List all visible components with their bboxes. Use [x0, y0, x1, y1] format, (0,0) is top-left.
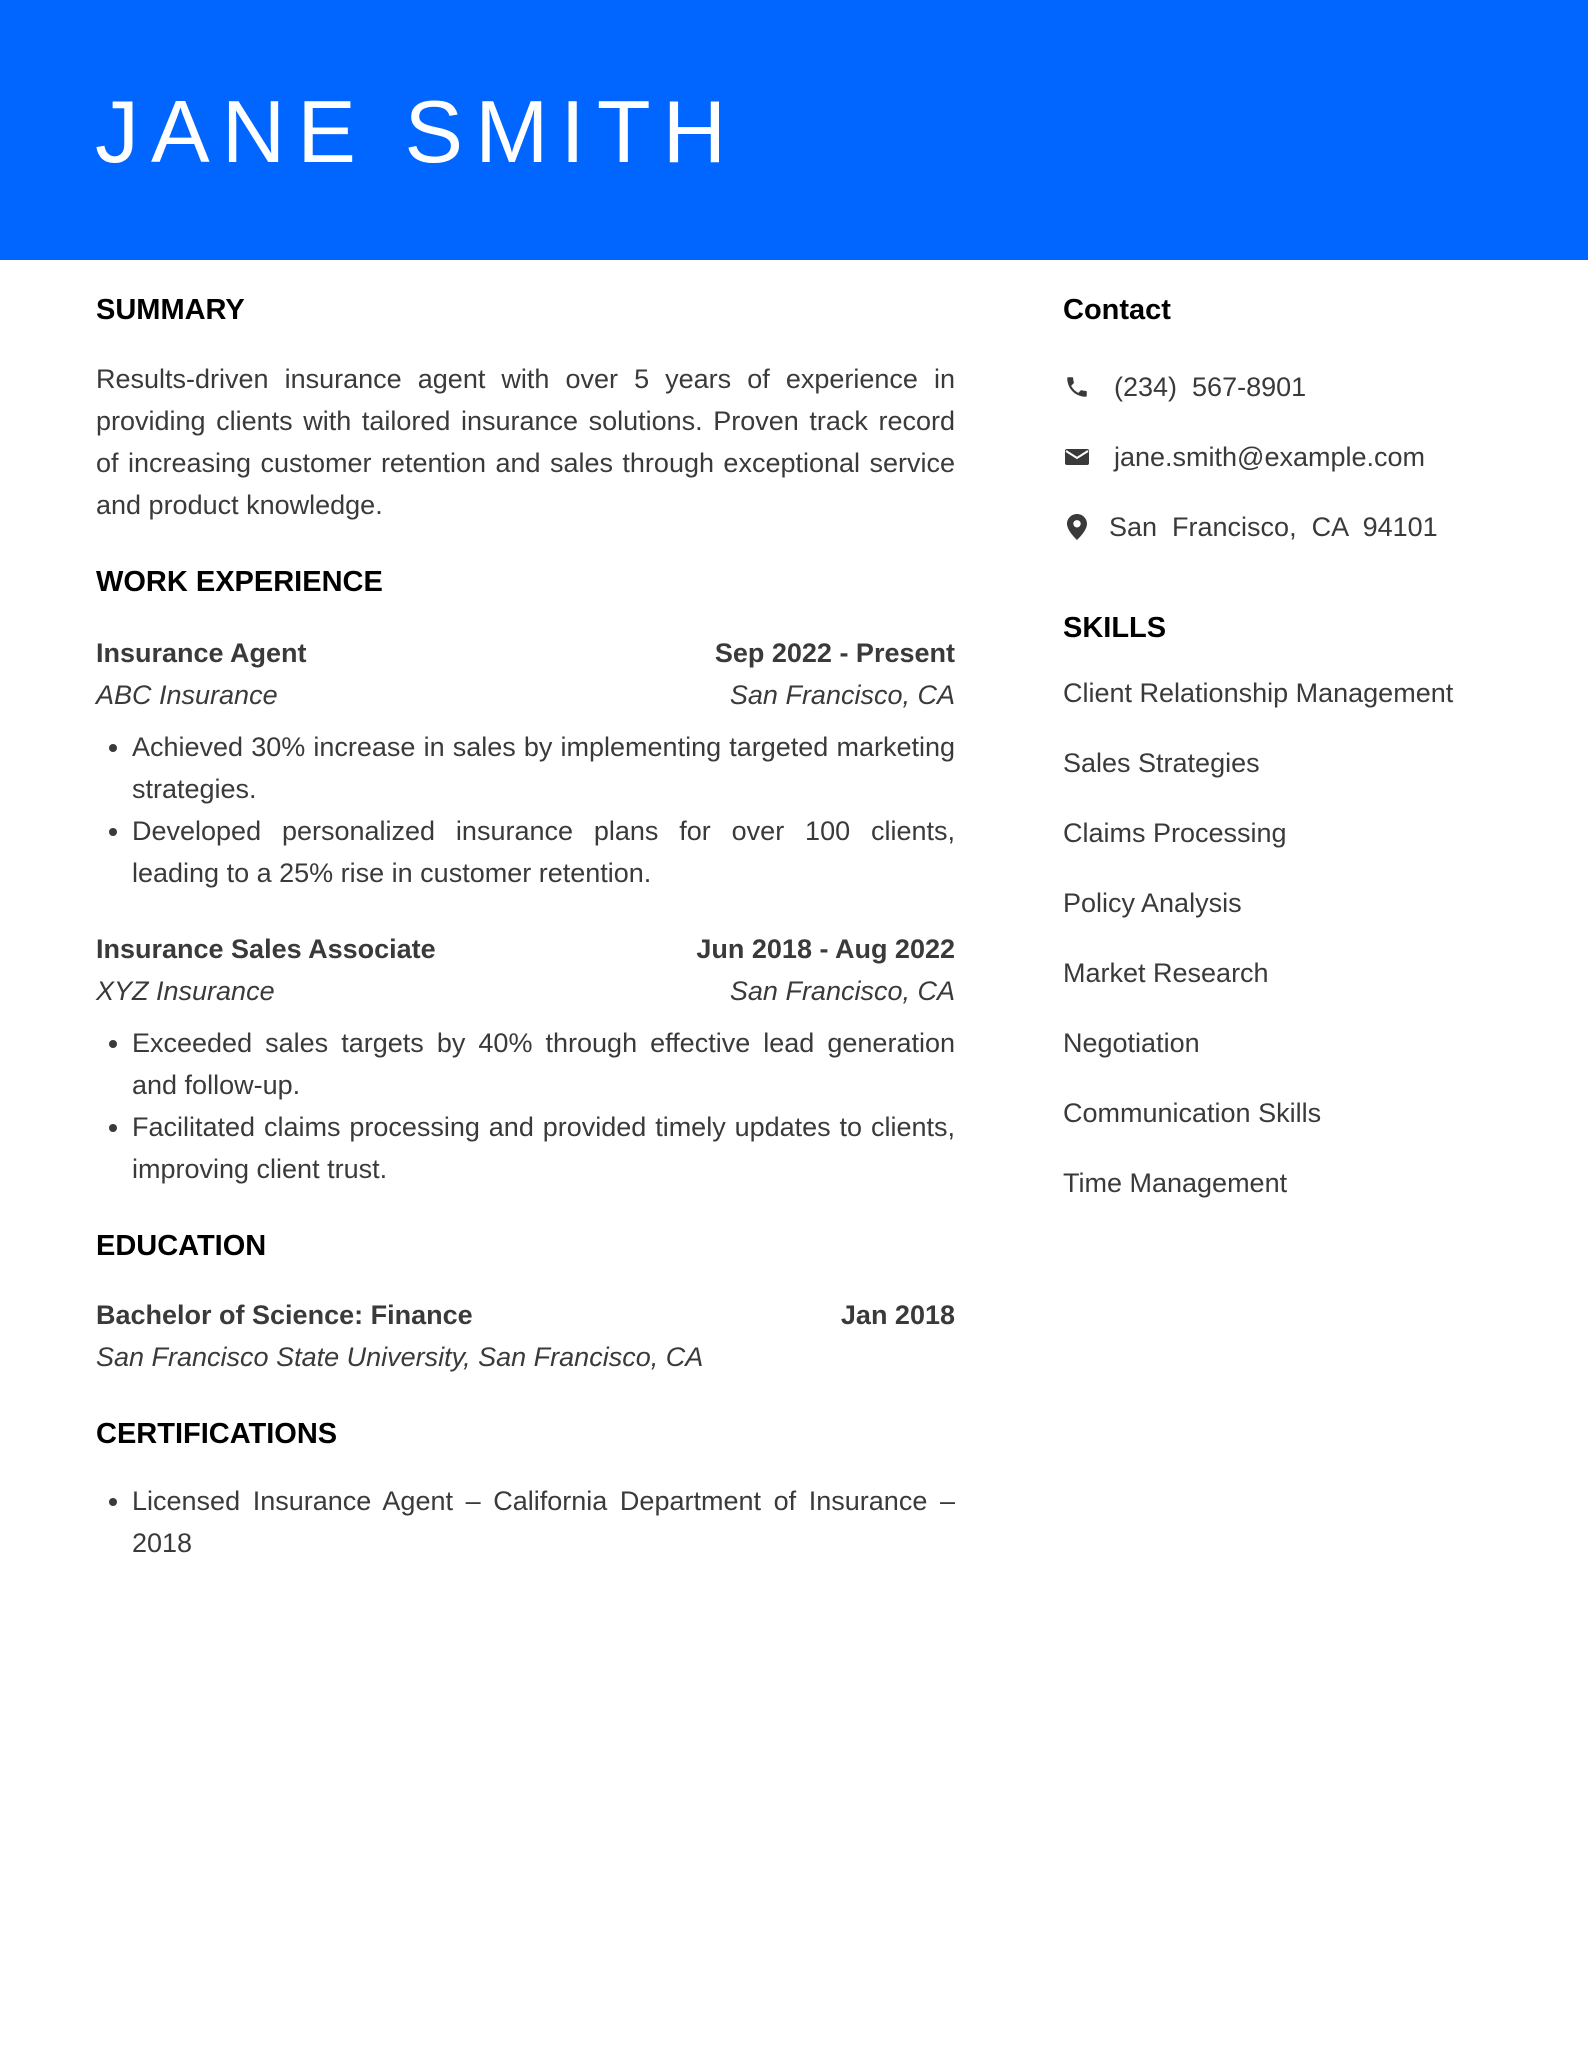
- contact-title: Contact: [1063, 294, 1171, 326]
- contact-location-text: San Francisco, CA 94101: [1109, 511, 1438, 542]
- skill-item: Communication Skills: [1063, 1098, 1322, 1128]
- certification-item: • Licensed Insurance Agent – California Department of Insurance – 2018: [132, 1480, 955, 1564]
- skill-item: Claims Processing: [1063, 818, 1287, 848]
- job-role: Insurance Agent: [96, 638, 307, 668]
- job-bullets: [96, 726, 955, 894]
- job-entry: [96, 928, 955, 1190]
- map-pin-icon: [1063, 513, 1091, 541]
- skill-item: Negotiation: [1063, 1028, 1200, 1058]
- main-column: [96, 292, 955, 1564]
- phone-icon: [1063, 373, 1091, 401]
- education-date: Jan 2018: [840, 1300, 955, 1330]
- sidebar-column: [1063, 292, 1533, 1232]
- job-company: ABC Insurance: [96, 680, 278, 710]
- skill-item: Time Management: [1063, 1168, 1288, 1198]
- certification-list: [96, 1480, 955, 1564]
- contact-email: [1063, 436, 1533, 478]
- envelope-icon: [1063, 443, 1091, 471]
- contact-email-text: jane.smith@example.com: [1114, 441, 1426, 472]
- contact-phone-text: (234) 567-8901: [1114, 371, 1307, 402]
- education-section: [96, 1228, 955, 1378]
- education-entry: [96, 1294, 955, 1378]
- skill-item: Sales Strategies: [1063, 748, 1260, 778]
- summary-section: [96, 292, 955, 526]
- job-location: San Francisco, CA: [729, 680, 955, 710]
- education-title: EDUCATION: [96, 1230, 267, 1262]
- summary-title: SUMMARY: [96, 294, 245, 326]
- contact-location: [1063, 506, 1533, 548]
- contact-phone: [1063, 366, 1533, 408]
- job-location: San Francisco, CA: [729, 976, 955, 1006]
- job-bullets: [96, 1022, 955, 1190]
- job-role: Insurance Sales Associate: [96, 934, 436, 964]
- education-school: San Francisco State University, San Francisco, CA: [96, 1342, 704, 1372]
- job-dates: Jun 2018 - Aug 2022: [696, 934, 955, 964]
- work-experience-title: WORK EXPERIENCE: [96, 566, 383, 598]
- job-bullet: • Exceeded sales targets by 40% through effective lead generation and follow-up.: [132, 1022, 955, 1106]
- job-company: XYZ Insurance: [96, 976, 275, 1006]
- skill-item: Market Research: [1063, 958, 1269, 988]
- contact-list: [1063, 366, 1533, 548]
- summary-text: Results-driven insurance agent with over 5 years of experience in providing clients with tailored insurance solutions. Proven track record of increasing customer retention and sales through exceptional service and product knowledge.: [96, 364, 955, 520]
- education-degree: Bachelor of Science: Finance: [96, 1300, 473, 1330]
- skills-list: [1063, 672, 1533, 1204]
- skill-item: Client Relationship Management: [1063, 678, 1454, 708]
- skills-title: SKILLS: [1063, 612, 1167, 644]
- certifications-section: [96, 1416, 955, 1564]
- job-entry: [96, 632, 955, 894]
- skill-item: Policy Analysis: [1063, 888, 1242, 918]
- certifications-title: CERTIFICATIONS: [96, 1418, 338, 1450]
- job-bullet: • Developed personalized insurance plans for over 100 clients, leading to a 25% rise in customer retention.: [132, 810, 955, 894]
- candidate-name: JANE SMITH: [95, 82, 739, 181]
- job-bullet: • Achieved 30% increase in sales by implementing targeted marketing strategies.: [132, 726, 955, 810]
- job-dates: Sep 2022 - Present: [714, 638, 955, 668]
- header-banner: [0, 0, 1588, 260]
- job-bullet: • Facilitated claims processing and provided timely updates to clients, improving client trust.: [132, 1106, 955, 1190]
- work-experience-section: [96, 564, 955, 1190]
